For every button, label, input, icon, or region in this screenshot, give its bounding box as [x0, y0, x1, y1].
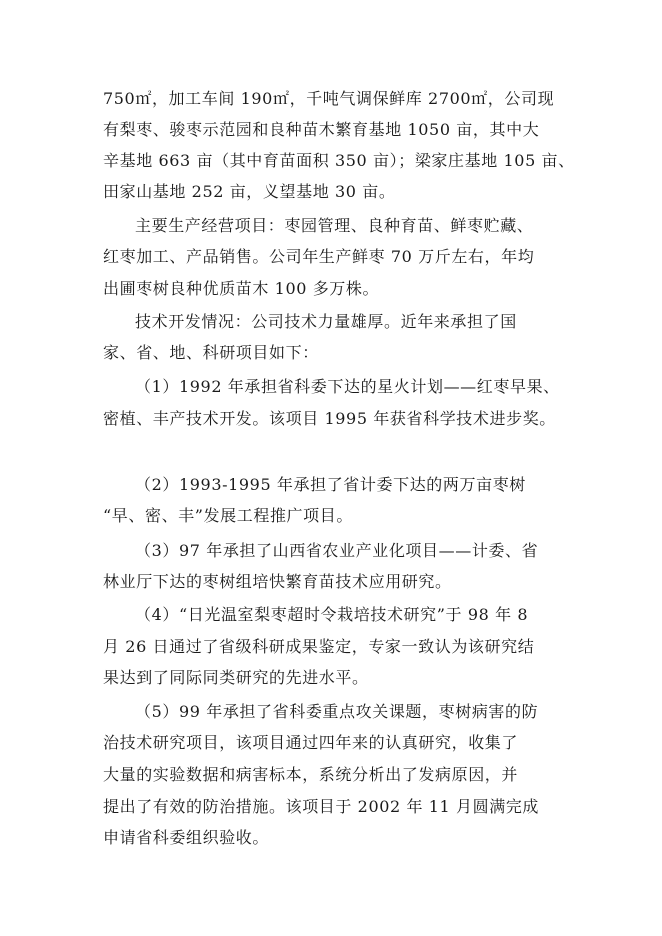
text-line-13: “早、密、丰”发展工程推广项目。 [103, 506, 353, 525]
text-line-2: 有梨枣、骏枣示范园和良种苗木繁育基地 1050 亩，其中大 [103, 120, 540, 139]
text-line-10: （1）1992 年承担省科委下达的星火计划——红枣早果、 [135, 377, 560, 396]
text-line-4: 田家山基地 252 亩，义望基地 30 亩。 [103, 182, 396, 201]
text-line-7: 出圃枣树良种优质苗木 100 多万株。 [103, 279, 380, 298]
text-line-9: 家、省、地、科研项目如下： [103, 343, 319, 362]
text-line-19: （5）99 年承担了省科委重点攻关课题，枣树病害的防 [135, 702, 539, 721]
text-line-8: 技术开发情况：公司技术力量雄厚。近年来承担了国 [135, 312, 517, 331]
text-line-18: 果达到了同际同类研究的先进水平。 [103, 668, 369, 687]
text-line-15: 林业厅下达的枣树组培快繁育苗技术应用研究。 [103, 572, 452, 591]
text-line-16: （4）“日光温室梨枣超时令栽培技术研究”于 98 年 8 [135, 605, 529, 624]
text-line-3: 辛基地 663 亩（其中育苗面积 350 亩）；梁家庄基地 105 亩、 [103, 151, 575, 170]
text-line-23: 申请省科委组织验收。 [103, 828, 270, 847]
text-line-14: （3）97 年承担了山西省农业产业化项目——计委、省 [135, 541, 539, 560]
text-line-6: 红枣加工、产品销售。公司年生产鲜枣 70 万斤左右，年均 [103, 247, 535, 266]
text-line-17: 月 26 日通过了省级科研成果鉴定，专家一致认为该研究结 [103, 637, 535, 656]
text-line-22: 提出了有效的防治措施。该项目于 2002 年 11 月圆满完成 [103, 797, 540, 816]
text-line-21: 大量的实验数据和病害标本，系统分析出了发病原因，并 [103, 765, 519, 784]
text-line-1: 750㎡，加工车间 190㎡，千吨气调保鲜库 2700㎡，公司现 [103, 89, 555, 108]
text-line-20: 治技术研究项目，该项目通过四年来的认真研究，收集了 [103, 733, 519, 752]
text-line-11: 密植、丰产技术开发。该项目 1995 年获省科学技术进步奖。 [103, 409, 556, 428]
text-line-12: （2）1993-1995 年承担了省计委下达的两万亩枣树 [135, 475, 526, 494]
text-line-5: 主要生产经营项目：枣园管理、良种育苗、鲜枣贮藏、 [135, 216, 534, 235]
